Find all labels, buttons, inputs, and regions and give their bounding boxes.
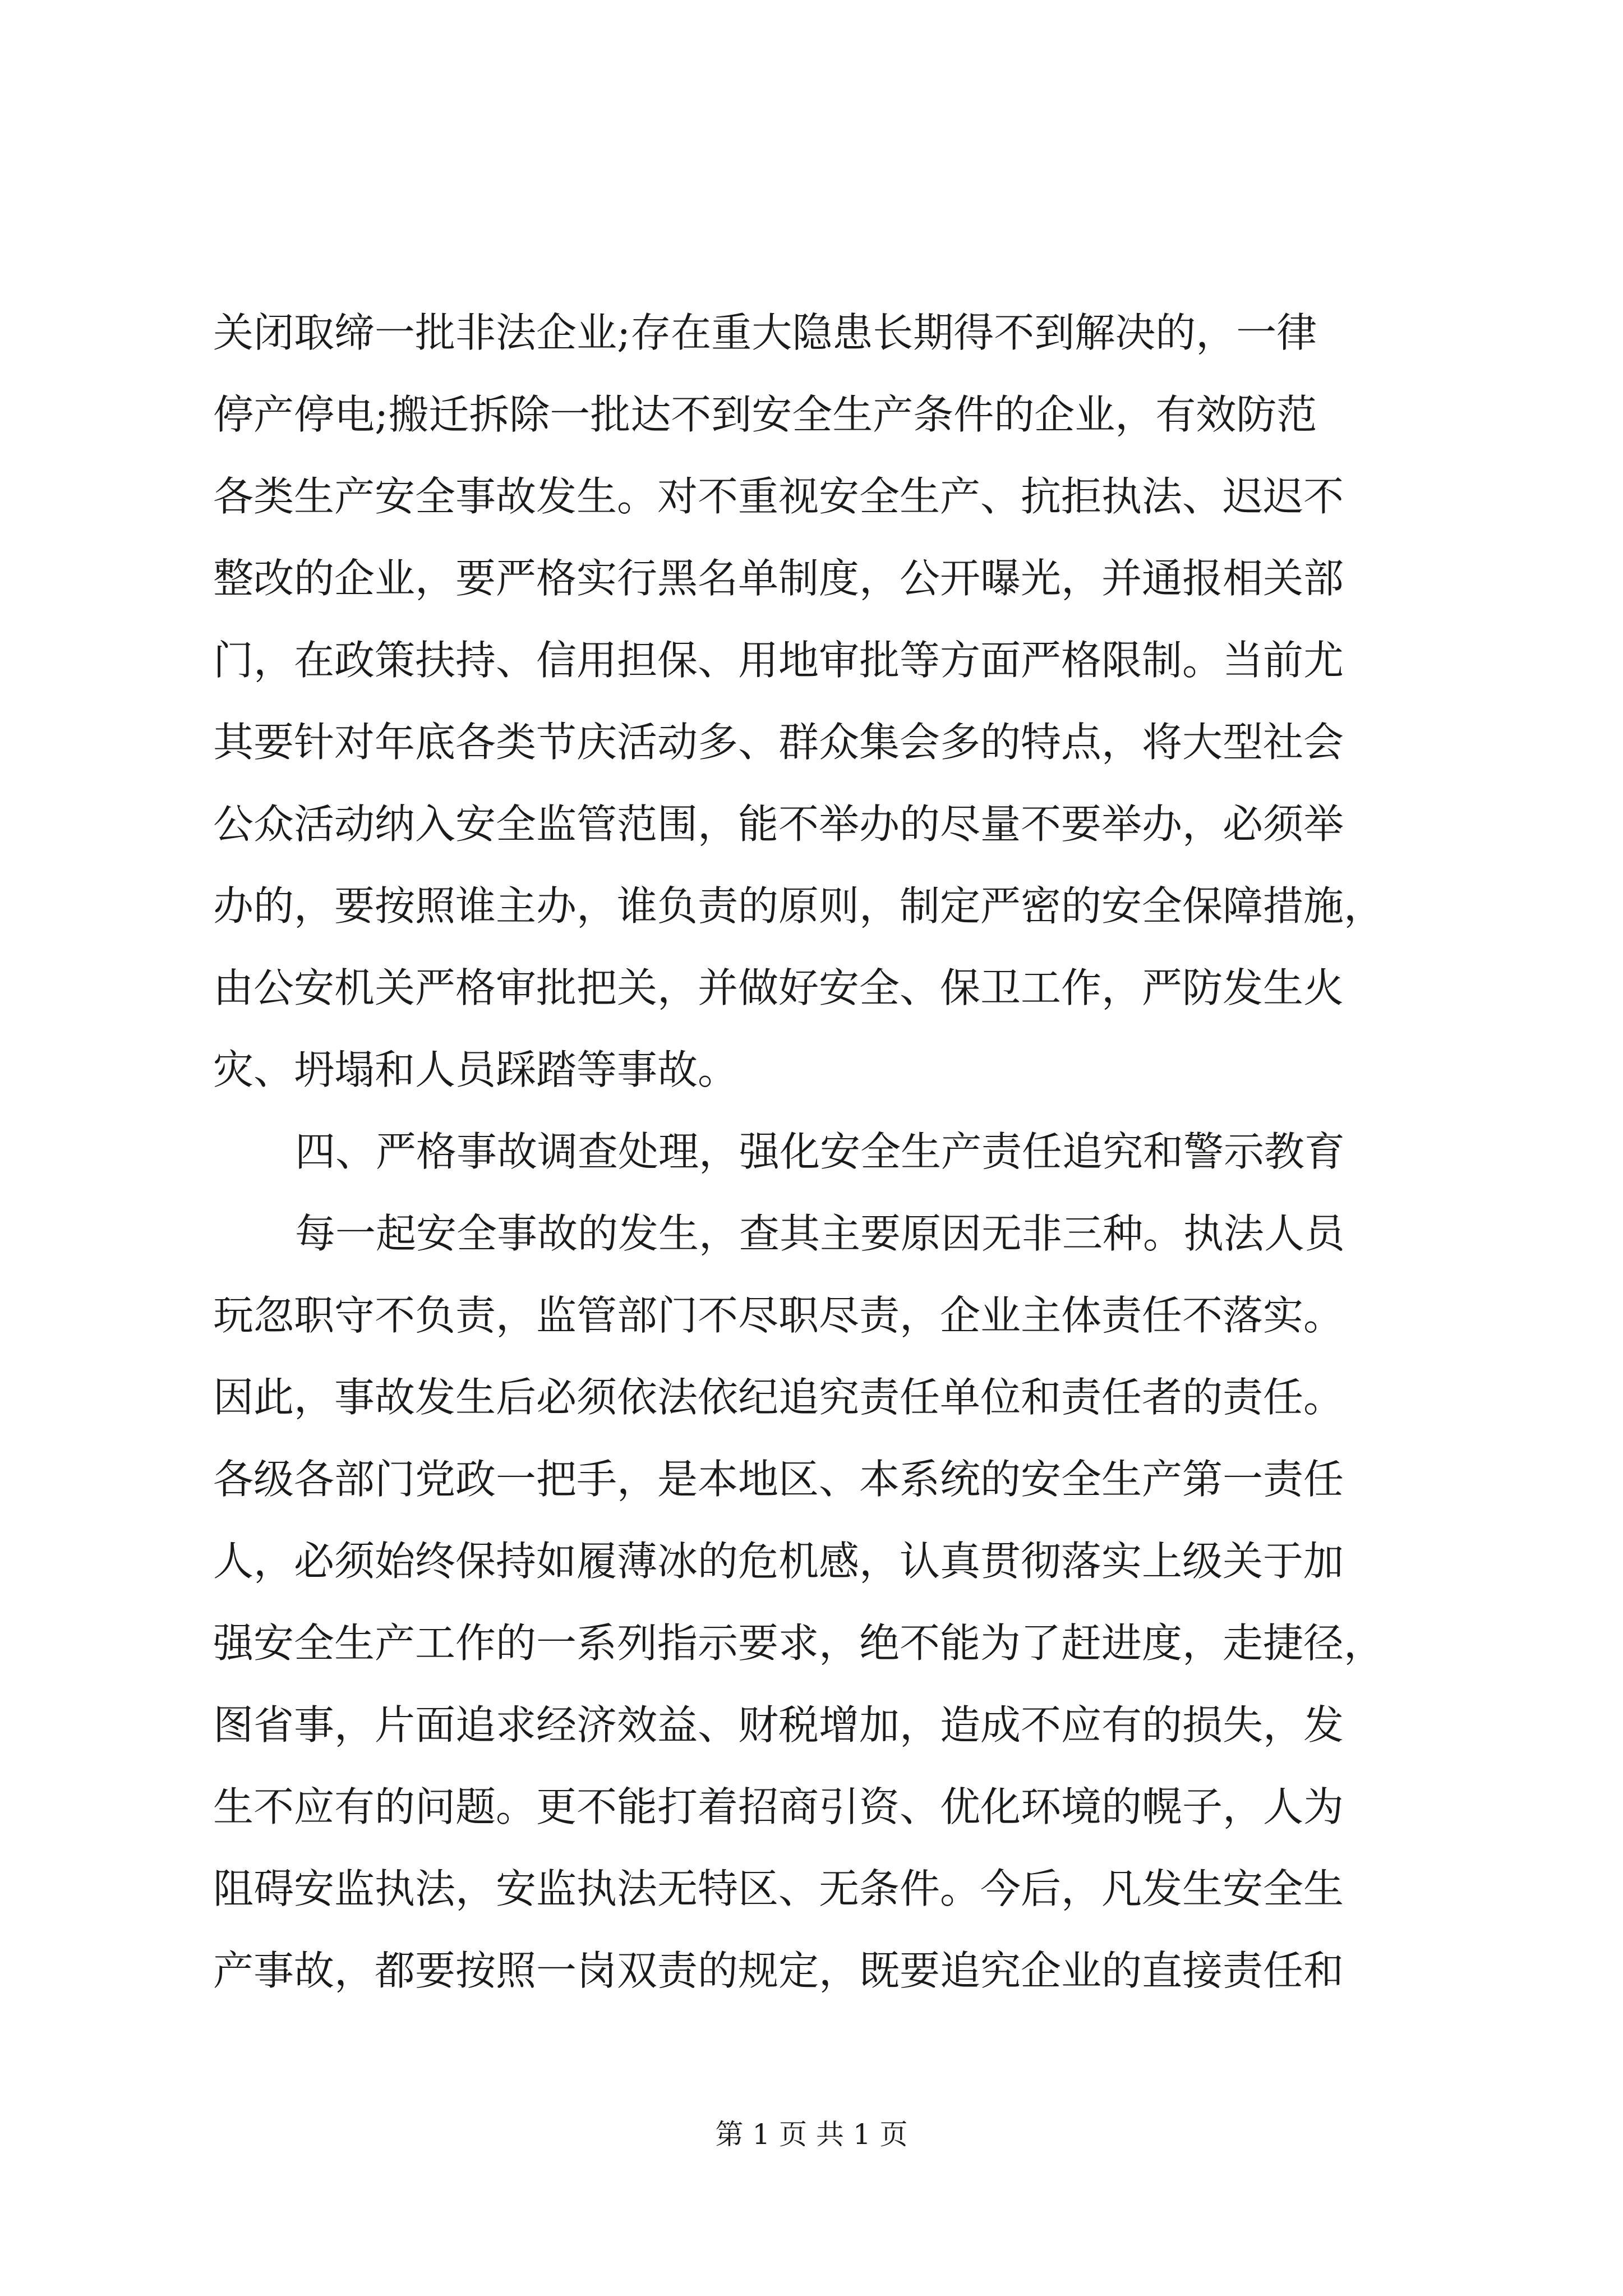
text-line: 关闭取缔一批非法企业;存在重大隐患长期得不到解决的，一律 (213, 309, 1317, 356)
page-footer (0, 2115, 1623, 2154)
section-heading: 四、严格事故调查处理，强化安全生产责任追究和警示教育 (295, 1128, 1345, 1175)
text-line: 各类生产安全事故发生。对不重视安全生产、抗拒执法、迟迟不 (213, 473, 1344, 520)
paragraph-start: 每一起安全事故的发生，查其主要原因无非三种。执法人员 (295, 1210, 1345, 1257)
text-line: 阻碍安监执法，安监执法无特区、无条件。今后，凡发生安全生 (213, 1865, 1344, 1912)
body-text (213, 292, 1413, 2012)
text-line: 办的，要按照谁主办，谁负责的原则，制定严密的安全保障措施， (213, 882, 1385, 930)
text-line: 产事故，都要按照一岗双责的规定，既要追究企业的直接责任和 (213, 1947, 1344, 1994)
text-line: 生不应有的问题。更不能打着招商引资、优化环境的幌子，人为 (213, 1783, 1344, 1830)
text-line: 人，必须始终保持如履薄冰的危机感，认真贯彻落实上级关于加 (213, 1538, 1344, 1585)
text-line: 图省事，片面追求经济效益、财税增加，造成不应有的损失，发 (213, 1701, 1344, 1749)
text-line: 灾、坍塌和人员踩踏等事故。 (213, 1046, 739, 1093)
text-line: 整改的企业，要严格实行黑名单制度，公开曝光，并通报相关部 (213, 555, 1344, 602)
text-line: 玩忽职守不负责，监管部门不尽职尽责，企业主体责任不落实。 (213, 1292, 1344, 1339)
text-line: 公众活动纳入安全监管范围，能不举办的尽量不要举办，必须举 (213, 800, 1344, 848)
text-line: 其要针对年底各类节庆活动多、群众集会多的特点，将大型社会 (213, 719, 1344, 766)
text-line: 强安全生产工作的一系列指示要求，绝不能为了赶进度，走捷径， (213, 1619, 1385, 1667)
text-line: 停产停电;搬迁拆除一批达不到安全生产条件的企业，有效防范 (213, 391, 1317, 438)
text-line: 由公安机关严格审批把关，并做好安全、保卫工作，严防发生火 (213, 964, 1344, 1011)
text-line: 各级各部门党政一把手，是本地区、本系统的安全生产第一责任 (213, 1456, 1344, 1503)
page-number-label: 第 1 页 共 1 页 (715, 2118, 908, 2151)
text-line: 门，在政策扶持、信用担保、用地审批等方面严格限制。当前尤 (213, 637, 1344, 684)
text-line: 因此，事故发生后必须依法依纪追究责任单位和责任者的责任。 (213, 1374, 1344, 1421)
